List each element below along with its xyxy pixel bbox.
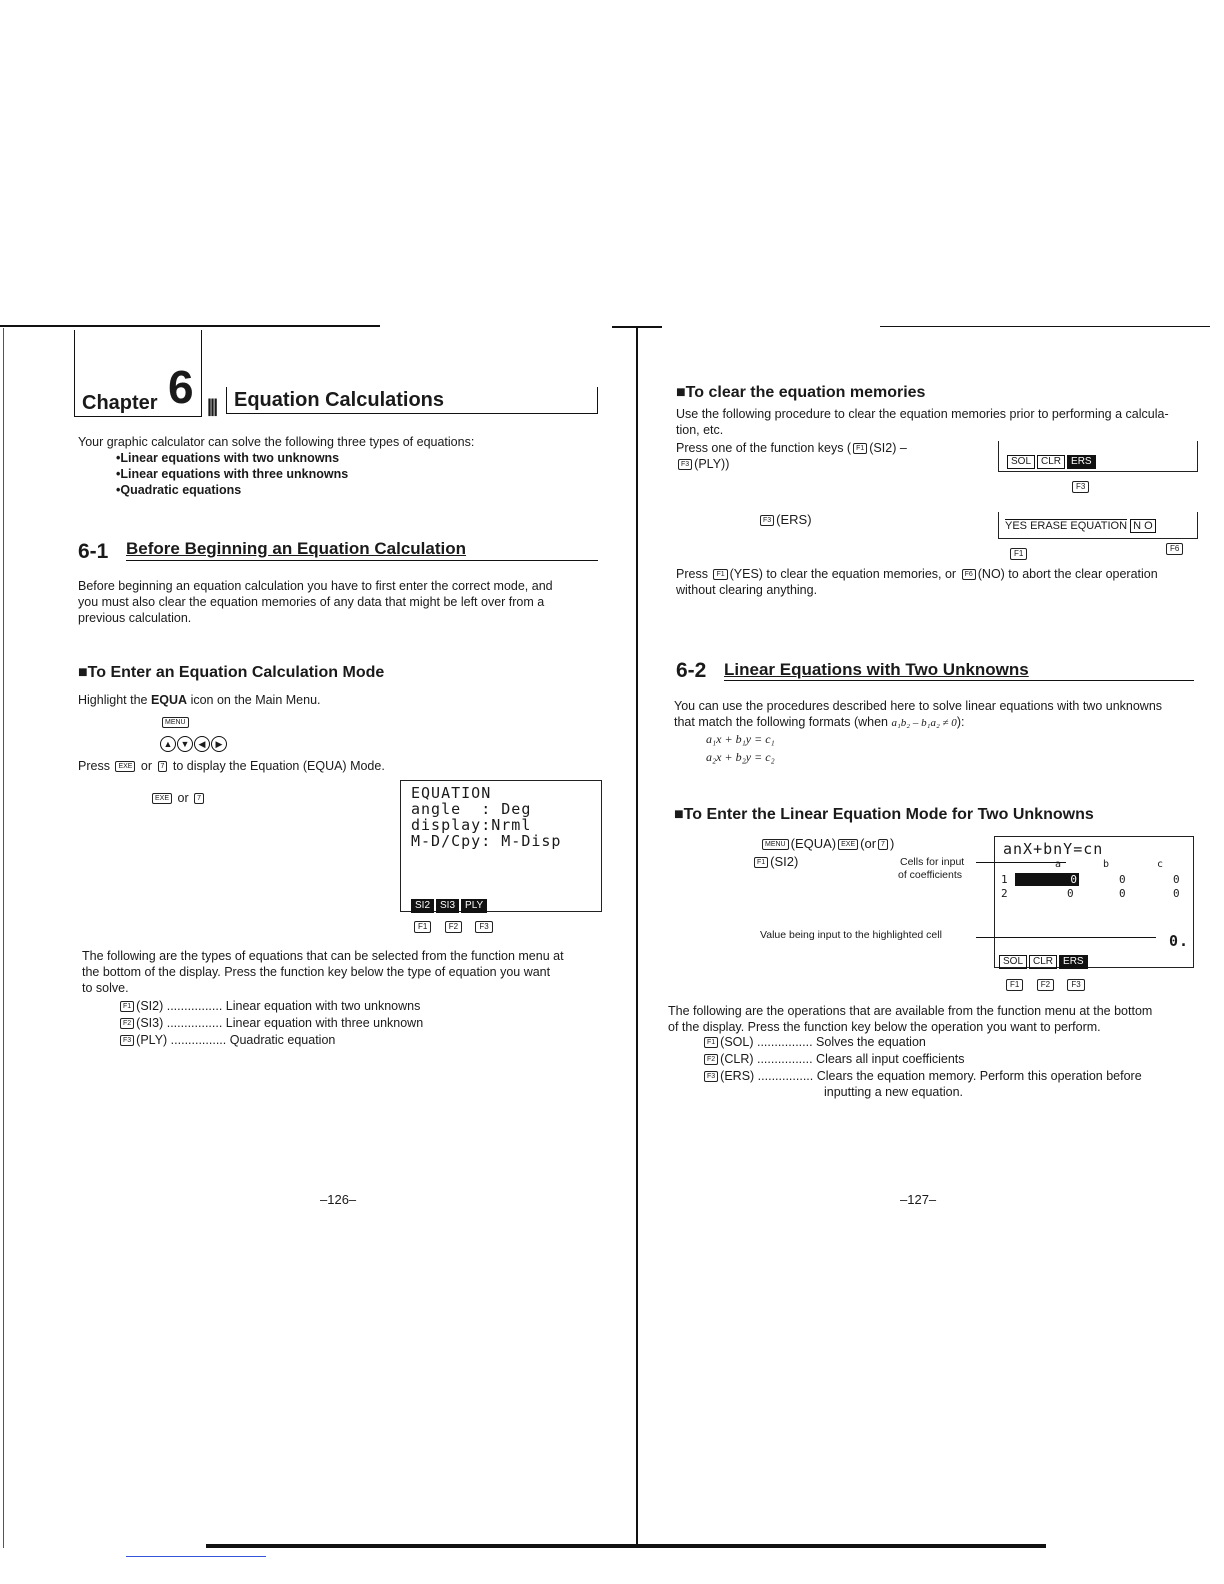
step1-close: ) — [889, 836, 895, 851]
row2-a: 0 — [1067, 887, 1074, 900]
type-row-1 — [118, 998, 420, 1014]
types-l1: The following are the types of equations that can be selected from the function menu at — [82, 949, 564, 963]
highlight-equa: EQUA — [150, 693, 188, 707]
left-arrow-icon: ◀ — [194, 736, 210, 752]
op2-dots: ................ — [753, 1052, 813, 1066]
center-binding-line — [636, 328, 638, 1546]
sec2-para-l1: You can use the procedures described here to solve linear equations with two unknowns — [674, 699, 1163, 713]
equation-2: a₂x + b₂y = c₂ — [706, 750, 775, 764]
type2-name: (SI3) — [136, 1016, 164, 1030]
type2-key: F2 — [120, 1018, 134, 1029]
op3-desc: Clears the equation memory. Perform this operation before — [816, 1069, 1142, 1083]
yes-post: (NO) to abort the clear operation — [977, 567, 1158, 581]
sec2-condition: a₁b₂ – b₁a₂ ≠ 0 — [891, 717, 957, 729]
op-row-2 — [702, 1051, 965, 1067]
screen1-line4: M-D/Cpy: M-Disp — [411, 832, 562, 850]
op-row-1 — [702, 1034, 926, 1050]
press-one-f3: F3 — [678, 459, 692, 470]
ops-l2: of the display. Press the function key below the operation you want to perform. — [668, 1020, 1101, 1034]
op2-name: (CLR) — [720, 1052, 754, 1066]
cells-label-l1: Cells for input — [900, 856, 965, 868]
ers-label: (ERS) — [776, 512, 812, 527]
up-arrow-icon: ▲ — [160, 736, 176, 752]
screen4-f2: F2 — [1037, 979, 1054, 991]
type2-dots: ................ — [163, 1016, 223, 1030]
type3-key: F3 — [120, 1035, 134, 1046]
press-post: to display the Equation (EQUA) Mode. — [169, 759, 385, 773]
screen4-value: 0. — [1168, 932, 1189, 950]
col-c: c — [1157, 859, 1164, 870]
yes-line1 — [676, 566, 1158, 582]
screen1-line3: display:Nrml — [411, 816, 532, 834]
screen4-clr: CLR — [1029, 955, 1057, 969]
ers-key: F3 — [760, 515, 774, 526]
chapter-word: Chapter — [82, 392, 158, 414]
step1-or: (or — [860, 836, 877, 851]
col-a: a — [1055, 859, 1062, 870]
screen2-f3: F3 — [1072, 481, 1089, 493]
sec1-para-l1: Before beginning an equation calculation you have to first enter the correct mode, and — [78, 579, 553, 593]
op1-desc: Solves the equation — [816, 1035, 926, 1049]
type3-dots: ................ — [167, 1033, 227, 1047]
type3-desc: Quadratic equation — [229, 1033, 336, 1047]
f2-key: F2 — [445, 921, 462, 933]
yes-pre: Press — [676, 567, 712, 581]
op-row-3-cont: inputting a new equation. — [824, 1085, 963, 1099]
equation-mode-screen — [400, 780, 602, 912]
chapter-title: Equation Calculations — [234, 389, 445, 411]
cells-label-l2: of coefficients — [898, 869, 963, 881]
screen3-fkeys — [1010, 543, 1190, 561]
arrow-keys — [160, 734, 228, 752]
op3-dots: ................ — [754, 1069, 814, 1083]
menu-si3: SI3 — [436, 899, 459, 913]
enter-linear-heading: ■To Enter the Linear Equation Mode for Two Unknowns — [674, 806, 1094, 823]
sec2-para-l2-post: ): — [956, 715, 965, 729]
yes-f1: F1 — [713, 569, 727, 580]
step2 — [752, 854, 798, 870]
screen2-fkey — [1072, 476, 1089, 494]
f1-key: F1 — [414, 921, 431, 933]
chapter-number: 6 — [168, 361, 194, 413]
screen1-line2: angle : Deg — [411, 800, 532, 818]
section-6-2-number: 6-2 — [676, 659, 707, 682]
yes-mid: (YES) to clear the equation memories, or — [729, 567, 960, 581]
op2-desc: Clears all input coefficients — [816, 1052, 965, 1066]
row2-b: 0 — [1119, 887, 1126, 900]
exe-key: EXE — [115, 761, 135, 772]
screen4-menu — [999, 949, 1090, 969]
press-one-line1 — [676, 440, 907, 456]
sec2-para-l2-pre: that match the following formats (when — [674, 715, 892, 729]
screen2-sol: SOL — [1007, 455, 1035, 469]
types-l2: the bottom of the display. Press the function key below the type of equation you want — [82, 965, 551, 979]
exe-or-seven — [150, 790, 206, 806]
screen4-title: anX+bnY=cn — [1003, 840, 1104, 858]
top-rule-right — [880, 326, 1210, 327]
screen1-line1: EQUATION — [411, 784, 492, 802]
bottom-blue-line — [126, 1556, 266, 1557]
ers-step — [758, 512, 812, 528]
enter-mode-heading: ■To Enter an Equation Calculation Mode — [78, 664, 385, 681]
sec1-para-l2: you must also clear the equation memories of any data that might be left over from a — [78, 595, 545, 609]
value-label: Value being input to the highlighted cell — [760, 929, 942, 941]
section-6-2-rule — [724, 680, 1194, 681]
screen2-ers: ERS — [1067, 455, 1096, 469]
screen1-fkeys — [414, 916, 493, 934]
op1-dots: ................ — [753, 1035, 813, 1049]
sec1-para-l3: previous calculation. — [78, 611, 192, 625]
op3-name: (ERS) — [720, 1069, 755, 1083]
press-one-post: (PLY)) — [694, 457, 730, 471]
screen3-no: N O — [1130, 519, 1156, 533]
equation-1: a₁x + b₁y = c₁ — [706, 732, 775, 746]
bullet-1: •Linear equations with two unknowns — [116, 451, 340, 465]
type1-desc: Linear equation with two unknowns — [225, 999, 421, 1013]
types-l3: to solve. — [82, 981, 129, 995]
chapter-bars-icon: ||| — [207, 396, 217, 416]
screen2-menu — [1007, 451, 1098, 469]
step1-exe-key: EXE — [838, 839, 858, 850]
ops-l1: The following are the operations that are available from the function menu at the bottom — [668, 1004, 1153, 1018]
section-6-1-title: Before Beginning an Equation Calculation — [126, 539, 467, 558]
type1-name: (SI2) — [136, 999, 164, 1013]
clear-heading: ■To clear the equation memories — [676, 384, 926, 401]
seven-key-2: 7 — [194, 793, 204, 804]
screen3-f6: F6 — [1166, 543, 1183, 555]
erase-confirm-screen — [998, 512, 1198, 539]
screen4-sol: SOL — [999, 955, 1027, 969]
bullet-3: •Quadratic equations — [116, 483, 242, 497]
clear-para-l2: tion, etc. — [676, 423, 724, 437]
intro-text: Your graphic calculator can solve the following three types of equations: — [78, 435, 475, 449]
op1-key: F1 — [704, 1037, 718, 1048]
op2-key: F2 — [704, 1054, 718, 1065]
step1-text: (EQUA) — [790, 836, 837, 851]
type1-dots: ................ — [163, 999, 223, 1013]
menu-key — [160, 714, 191, 732]
highlight-post: icon on the Main Menu. — [187, 693, 321, 707]
left-edge-line — [3, 328, 4, 1548]
clear-para-l1: Use the following procedure to clear the equation memories prior to performing a calcula- — [676, 407, 1169, 421]
step1 — [760, 836, 894, 852]
row1-a-highlighted: 0 — [1015, 873, 1079, 886]
screen1-menu — [411, 893, 489, 913]
section-6-2-title: Linear Equations with Two Unknowns — [724, 660, 1029, 679]
press-one-mid: (SI2) – — [869, 441, 907, 455]
type-row-3 — [118, 1032, 335, 1048]
press-or: or — [137, 759, 156, 773]
press-line — [78, 758, 385, 774]
or-word: or — [174, 791, 193, 805]
type3-name: (PLY) — [136, 1033, 168, 1047]
op1-name: (SOL) — [720, 1035, 754, 1049]
row2-c: 0 — [1173, 887, 1180, 900]
row1-index: 1 — [1001, 873, 1008, 886]
screen2-clr: CLR — [1037, 455, 1065, 469]
op3-key: F3 — [704, 1071, 718, 1082]
type-row-2 — [118, 1015, 423, 1031]
seven-key: 7 — [158, 761, 168, 772]
row1-b: 0 — [1119, 873, 1126, 886]
press-pre: Press — [78, 759, 114, 773]
linear-input-screen — [994, 836, 1194, 968]
step2-text: (SI2) — [770, 854, 799, 869]
yes-line2: without clearing anything. — [676, 583, 818, 597]
screen4-fkeys — [1006, 974, 1085, 992]
left-page-number: –126– — [320, 1192, 357, 1207]
yes-f6: F6 — [962, 569, 976, 580]
menu-key-label: MENU — [162, 717, 189, 728]
screen4-f3: F3 — [1067, 979, 1084, 991]
col-b: b — [1103, 859, 1110, 870]
f3-key: F3 — [475, 921, 492, 933]
highlight-pre: Highlight the — [78, 693, 151, 707]
type2-desc: Linear equation with three unknown — [225, 1016, 424, 1030]
press-one-f1: F1 — [853, 443, 867, 454]
screen4-f1: F1 — [1006, 979, 1023, 991]
clear-screen-1 — [998, 441, 1198, 472]
op-row-3 — [702, 1068, 1142, 1084]
step1-seven-key: 7 — [878, 839, 888, 850]
step2-f1-key: F1 — [754, 857, 768, 868]
screen4-ers: ERS — [1059, 955, 1088, 969]
bottom-rule — [206, 1544, 1046, 1548]
press-one-pre: Press one of the function keys ( — [676, 441, 852, 455]
sec2-para-l2 — [674, 714, 964, 731]
row2-index: 2 — [1001, 887, 1008, 900]
screen3-f1: F1 — [1010, 548, 1027, 560]
screen3-text: YES ERASE EQUATION — [1005, 520, 1128, 532]
menu-ply: PLY — [461, 899, 487, 913]
press-one-line2 — [676, 456, 729, 472]
down-arrow-icon: ▼ — [177, 736, 193, 752]
center-top-mark — [612, 326, 662, 328]
screen3-row — [1005, 520, 1156, 532]
row1-c: 0 — [1173, 873, 1180, 886]
top-rule-left — [0, 325, 380, 327]
bullet-2: •Linear equations with three unknowns — [116, 467, 349, 481]
right-page-number: –127– — [900, 1192, 937, 1207]
section-6-1-rule — [126, 560, 598, 561]
menu-si2: SI2 — [411, 899, 434, 913]
step1-menu-key: MENU — [762, 839, 789, 850]
exe-key-2: EXE — [152, 793, 172, 804]
type1-key: F1 — [120, 1001, 134, 1012]
highlight-line — [78, 692, 321, 708]
right-arrow-icon: ▶ — [211, 736, 227, 752]
section-6-1-number: 6-1 — [78, 540, 109, 563]
